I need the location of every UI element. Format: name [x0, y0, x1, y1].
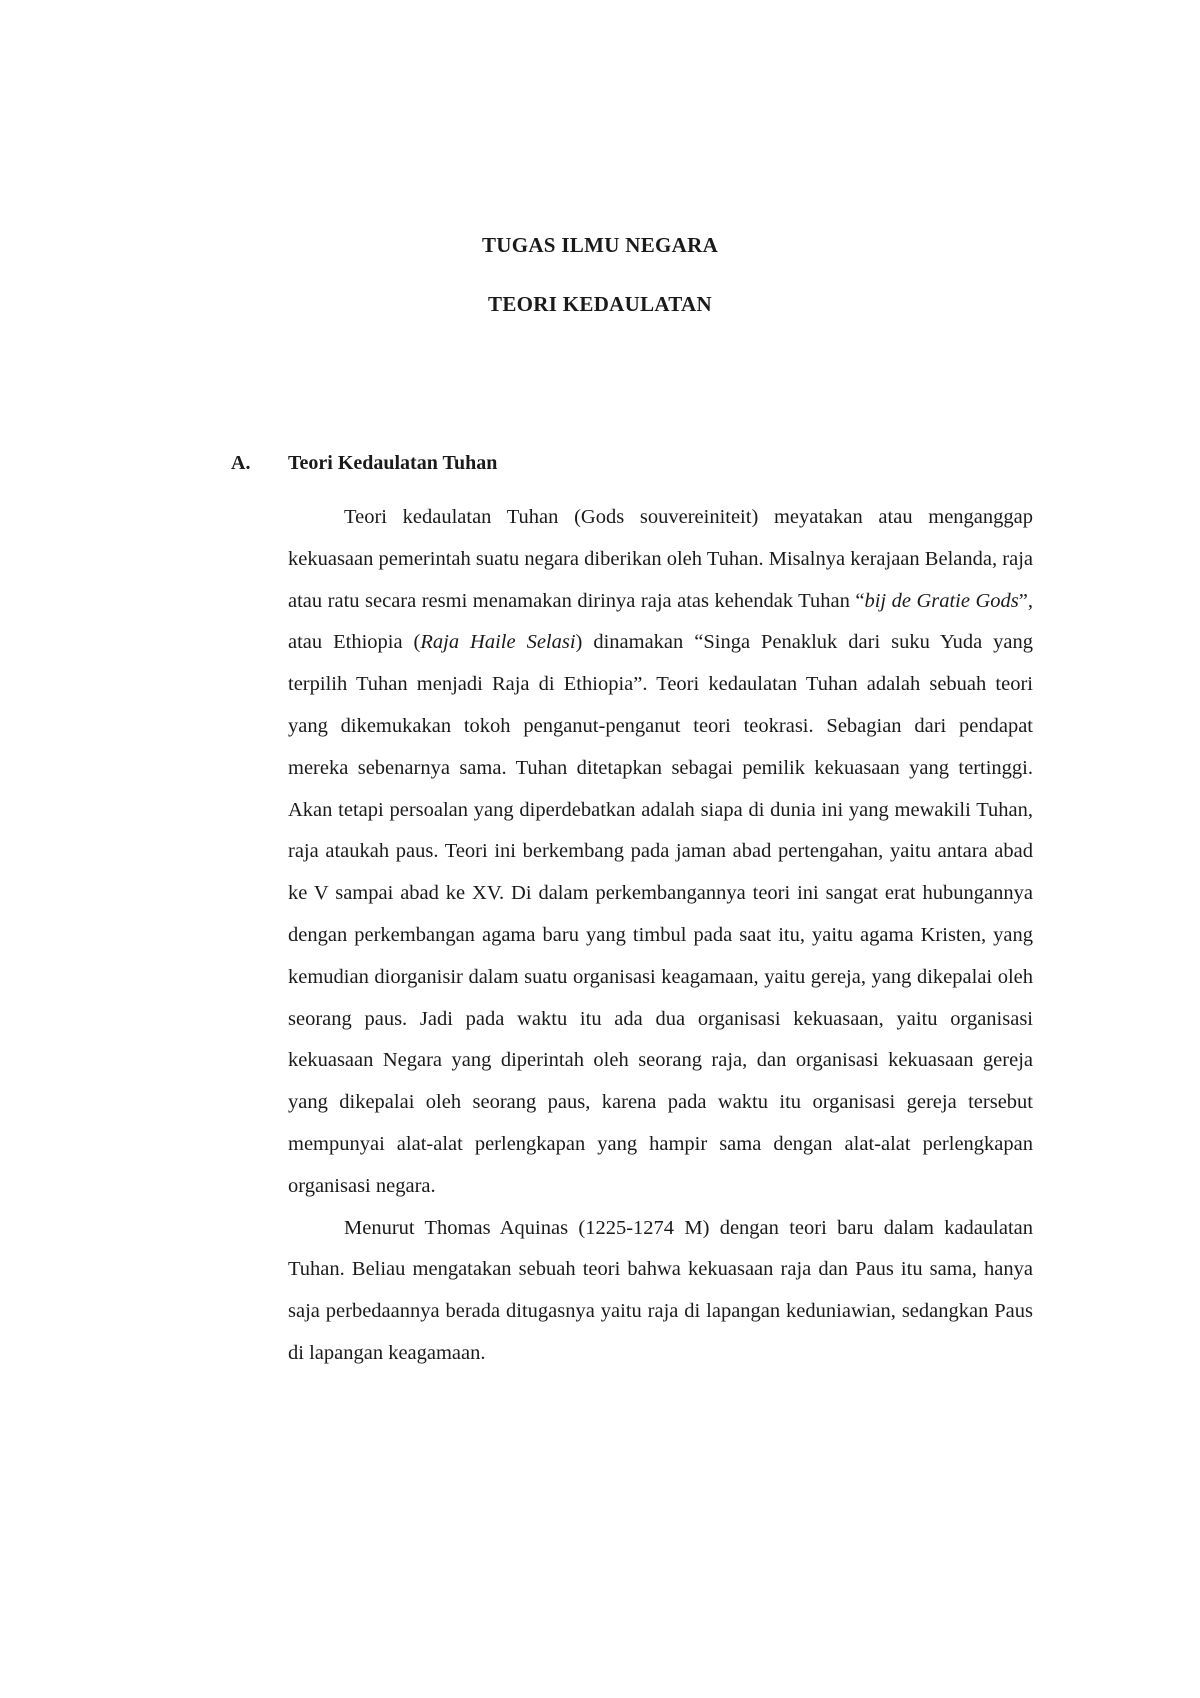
section-a-heading	[231, 452, 497, 475]
section-a-body	[288, 497, 1033, 1375]
paragraph-1-text-c: ) dinamakan “Singa Penakluk dari suku Yuda yang terpilih Tuhan menjadi Raja di Ethiopia”. Teori kedaulatan Tuhan adalah sebuah teori yang dikemukakan tokoh penganut-penganut teori teokrasi. Sebagian dari pendapat mereka sebenarnya sama. Tuhan ditetapkan sebagai pemilik kekuasaan yang tertinggi. Akan tetapi persoalan yang diperdebatkan adalah siapa di dunia ini yang mewakili Tuhan, raja ataukah paus. Teori ini berkembang pada jaman abad pertengahan, yaitu antara abad ke V sampai abad ke XV. Di dalam perkembangannya teori ini sangat erat hubungannya dengan perkembangan agama baru yang timbul pada saat itu, yaitu agama Kristen, yang kemudian diorganisir dalam suatu organisasi keagamaan, yaitu gereja, yang dikepalai oleh seorang paus. Jadi pada waktu itu ada dua organisasi kekuasaan, yaitu organisasi kekuasaan Negara yang diperintah oleh seorang raja, dan organisasi kekuasaan gereja yang dikepalai oleh seorang paus, karena pada waktu itu organisasi gereja tersebut mempunyai alat-alat perlengkapan yang hampir sama dengan alat-alat perlengkapan organisasi negara.	[288, 631, 1033, 1197]
section-a-title: Teori Kedaulatan Tuhan	[288, 452, 498, 474]
paragraph-1-text-a: Teori kedaulatan Tuhan (Gods souvereiniteit) meyatakan atau menganggap kekuasaan pemerintah suatu negara diberikan oleh Tuhan. Misalnya kerajaan Belanda, raja atau ratu secara resmi menamakan dirinya raja atas kehendak Tuhan “	[288, 506, 1033, 612]
paragraph-1-italic-gods: bij de Gratie Gods	[864, 589, 1019, 612]
document-subtitle: TEORI KEDAULATAN	[488, 292, 712, 316]
document-title: TUGAS ILMU NEGARA	[481, 233, 719, 257]
paragraph-1	[288, 497, 1033, 1208]
paragraph-2: Menurut Thomas Aquinas (1225-1274 M) dengan teori baru dalam kadaulatan Tuhan. Beliau mengatakan sebuah teori bahwa kekuasaan raja dan Paus itu sama, hanya saja perbedaannya berada ditugasnya yaitu raja di lapangan keduniawian, sedangkan Paus di lapangan keagamaan.	[288, 1216, 1033, 1364]
paragraph-1-italic-haile-selasi: Raja Haile Selasi	[420, 631, 576, 654]
paragraph-1-text-b: ”, atau Ethiopia (	[288, 589, 1034, 654]
section-a-number: A.	[231, 452, 251, 474]
